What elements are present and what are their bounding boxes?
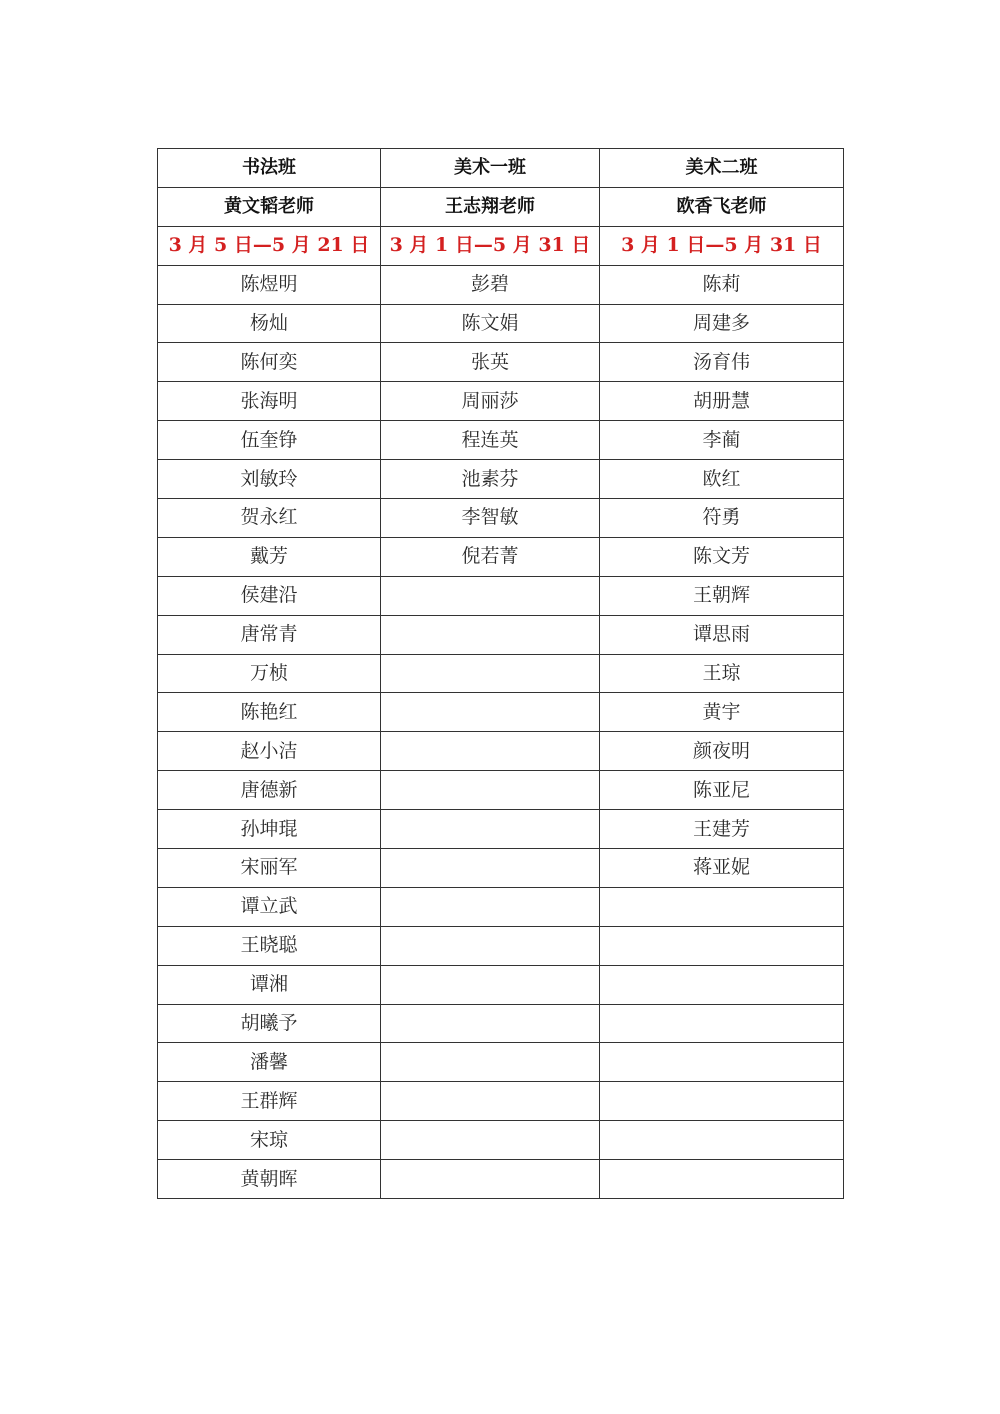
student-name-cell: 谭思雨	[600, 615, 844, 654]
student-row	[158, 771, 844, 810]
student-row	[158, 1160, 844, 1199]
student-name-cell	[381, 1082, 600, 1121]
student-name-cell: 欧红	[600, 460, 844, 499]
student-row	[158, 382, 844, 421]
student-row	[158, 965, 844, 1004]
student-row	[158, 887, 844, 926]
student-row	[158, 421, 844, 460]
student-name-cell	[600, 887, 844, 926]
student-name-cell: 刘敏玲	[158, 460, 381, 499]
student-name-cell	[600, 1043, 844, 1082]
student-row	[158, 343, 844, 382]
class-roster-table	[157, 148, 844, 1199]
student-name-cell	[381, 1121, 600, 1160]
student-name-cell: 张英	[381, 343, 600, 382]
student-name-cell	[381, 1043, 600, 1082]
student-name-cell: 颜夜明	[600, 732, 844, 771]
student-name-cell	[381, 576, 600, 615]
student-name-cell: 周建多	[600, 304, 844, 343]
date-range-cell: 3 月 1 日—5 月 31 日	[381, 226, 600, 265]
student-name-cell: 谭立武	[158, 887, 381, 926]
class-name-cell: 美术二班	[600, 149, 844, 188]
student-name-cell: 符勇	[600, 499, 844, 538]
student-name-cell	[381, 926, 600, 965]
student-row	[158, 1043, 844, 1082]
student-row	[158, 810, 844, 849]
student-name-cell: 宋琼	[158, 1121, 381, 1160]
student-name-cell: 王晓聪	[158, 926, 381, 965]
student-row	[158, 1004, 844, 1043]
student-name-cell	[381, 849, 600, 888]
teacher-row	[158, 187, 844, 226]
student-name-cell: 王朝辉	[600, 576, 844, 615]
student-row	[158, 537, 844, 576]
student-name-cell: 池素芬	[381, 460, 600, 499]
class-name-row	[158, 149, 844, 188]
class-name-cell: 美术一班	[381, 149, 600, 188]
student-name-cell: 李智敏	[381, 499, 600, 538]
student-name-cell: 胡册慧	[600, 382, 844, 421]
date-range-row	[158, 226, 844, 265]
student-row	[158, 654, 844, 693]
student-name-cell: 赵小洁	[158, 732, 381, 771]
student-name-cell: 王群辉	[158, 1082, 381, 1121]
student-row	[158, 499, 844, 538]
student-name-cell	[600, 1082, 844, 1121]
student-name-cell: 蒋亚妮	[600, 849, 844, 888]
student-row	[158, 732, 844, 771]
student-name-cell: 伍奎铮	[158, 421, 381, 460]
student-row	[158, 576, 844, 615]
class-name-cell: 书法班	[158, 149, 381, 188]
student-row	[158, 615, 844, 654]
student-name-cell: 黄朝晖	[158, 1160, 381, 1199]
student-name-cell: 王建芳	[600, 810, 844, 849]
date-range-cell: 3 月 1 日—5 月 31 日	[600, 226, 844, 265]
student-name-cell: 潘馨	[158, 1043, 381, 1082]
student-name-cell: 彭碧	[381, 265, 600, 304]
student-name-cell: 黄宇	[600, 693, 844, 732]
student-name-cell: 唐德新	[158, 771, 381, 810]
student-name-cell: 周丽莎	[381, 382, 600, 421]
student-name-cell: 陈煜明	[158, 265, 381, 304]
student-name-cell: 贺永红	[158, 499, 381, 538]
student-name-cell	[381, 732, 600, 771]
student-name-cell: 陈文娟	[381, 304, 600, 343]
student-name-cell	[381, 1004, 600, 1043]
teacher-cell: 欧香飞老师	[600, 187, 844, 226]
student-name-cell: 倪若菁	[381, 537, 600, 576]
student-row	[158, 1082, 844, 1121]
student-name-cell	[600, 1160, 844, 1199]
student-name-cell	[600, 965, 844, 1004]
student-name-cell: 程连英	[381, 421, 600, 460]
student-name-cell	[381, 615, 600, 654]
student-name-cell: 李蔺	[600, 421, 844, 460]
student-row	[158, 926, 844, 965]
student-name-cell	[600, 926, 844, 965]
student-name-cell: 陈何奕	[158, 343, 381, 382]
student-name-cell	[381, 887, 600, 926]
student-name-cell: 王琼	[600, 654, 844, 693]
student-name-cell: 汤育伟	[600, 343, 844, 382]
date-range-cell: 3 月 5 日—5 月 21 日	[158, 226, 381, 265]
student-name-cell: 陈莉	[600, 265, 844, 304]
student-name-cell: 陈艳红	[158, 693, 381, 732]
student-name-cell	[381, 654, 600, 693]
student-name-cell	[600, 1004, 844, 1043]
student-name-cell: 戴芳	[158, 537, 381, 576]
student-row	[158, 460, 844, 499]
student-row	[158, 849, 844, 888]
student-name-cell: 孙坤琨	[158, 810, 381, 849]
student-name-cell: 张海明	[158, 382, 381, 421]
student-name-cell: 唐常青	[158, 615, 381, 654]
teacher-cell: 黄文韬老师	[158, 187, 381, 226]
student-name-cell	[381, 810, 600, 849]
student-name-cell: 谭湘	[158, 965, 381, 1004]
student-name-cell	[381, 965, 600, 1004]
student-row	[158, 693, 844, 732]
student-name-cell: 杨灿	[158, 304, 381, 343]
student-name-cell	[381, 1160, 600, 1199]
student-name-cell	[381, 771, 600, 810]
student-name-cell: 陈文芳	[600, 537, 844, 576]
student-row	[158, 304, 844, 343]
student-row	[158, 1121, 844, 1160]
student-name-cell	[381, 693, 600, 732]
student-row	[158, 265, 844, 304]
student-name-cell: 万桢	[158, 654, 381, 693]
teacher-cell: 王志翔老师	[381, 187, 600, 226]
student-name-cell: 陈亚尼	[600, 771, 844, 810]
student-name-cell: 宋丽军	[158, 849, 381, 888]
student-name-cell: 侯建沿	[158, 576, 381, 615]
student-name-cell: 胡曦予	[158, 1004, 381, 1043]
student-name-cell	[600, 1121, 844, 1160]
